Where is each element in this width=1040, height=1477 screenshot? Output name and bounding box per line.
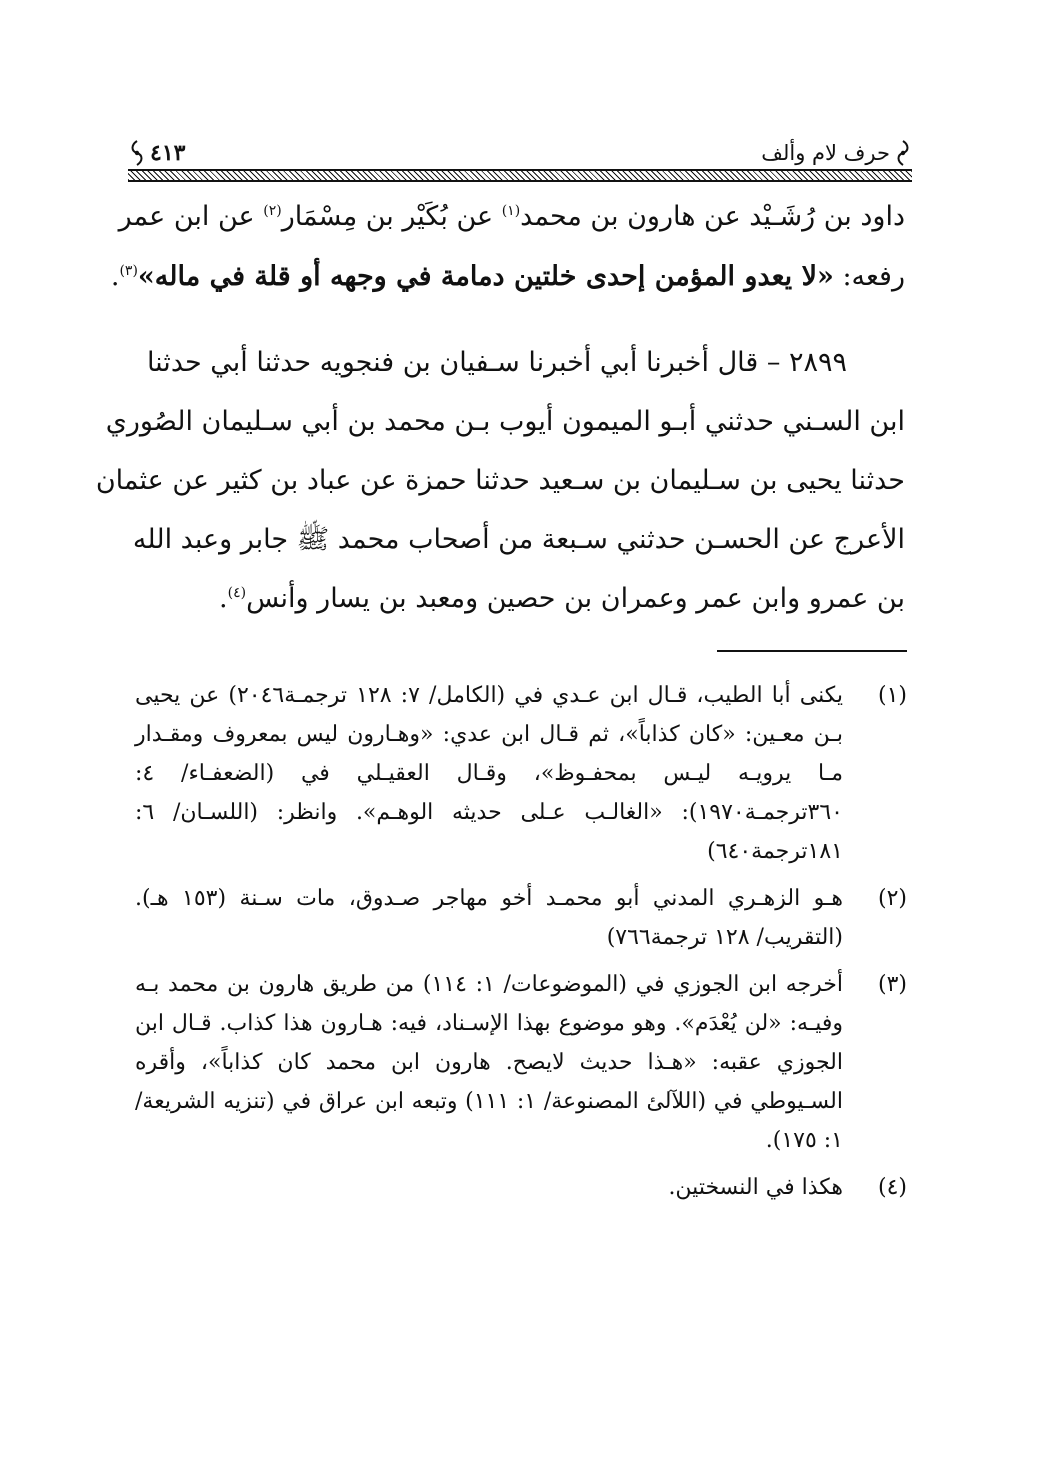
footnote-number: (٤) xyxy=(877,1175,907,1200)
page-number: ٤١٣ xyxy=(150,140,186,166)
footnote xyxy=(135,676,907,871)
footnote xyxy=(135,965,907,1160)
running-head: حرف لام وألف xyxy=(761,141,890,165)
footnote xyxy=(135,879,907,957)
text-line: حدثنا يحيى بن سـليمان بن سـعيد حدثنا حمزة عن عباد بن كثير عن عثمان xyxy=(95,465,905,496)
text-line: ٢٨٩٩ – قال أخبرنا أبي أخبرنا سـفيان بن فنجويه حدثنا أبي حدثنا xyxy=(146,347,847,378)
footnote-number: (٢) xyxy=(877,886,907,911)
footnote-number: (١) xyxy=(877,683,907,708)
page-header xyxy=(128,138,912,180)
footnote-separator xyxy=(717,650,907,652)
main-text xyxy=(95,196,905,620)
text-line: داود بن رُشَـيْد عن هارون بن محمد$^{(١)}$ عن بُكَيْر بن مِسْمَار$^{(٢)}$ عن ابن عمر xyxy=(118,201,905,232)
footnote-number: (٣) xyxy=(877,972,907,997)
text-line: رفعه: «لا يعدو المؤمن إحدى خلتين دمامة في وجهه أو قلة في ماله»$^{(٣)}$. xyxy=(110,261,905,292)
header-rule xyxy=(128,169,912,182)
footnote-text: هكذا في النسختين. xyxy=(668,1175,843,1200)
footnote-ref[interactable]: (١) xyxy=(501,203,521,219)
text-line: ابن السـني حدثني أبـو الميمون أيوب بـن محمد بن أبي سـليمان الصُوري xyxy=(105,406,905,437)
text-line: بن عمرو وابن عمر وعمران بن حصين ومعبد بن يسار وأنس$^{(٤)}$. xyxy=(219,583,905,614)
footnote xyxy=(135,1168,907,1207)
footnote-ref[interactable]: (٢) xyxy=(263,203,282,219)
footnotes xyxy=(135,676,907,1207)
footnote-ref[interactable]: (٣) xyxy=(119,263,138,279)
ornament-icon xyxy=(128,140,146,166)
footnote-text: هـو الزهـري المدني أبو محمـد أخو مهاجر صـدوق، مات سـنة (١٥٣ هـ). (التقريب/ ١٢٨ ترجمة٧٦٦) xyxy=(135,886,843,950)
footnote-text: أخرجه ابن الجوزي في (الموضوعات/ ١: ١١٤) من طريق هارون بن محمد بـه وفيـه: «لن يُعْدَم». وهو موضوع بهذا الإسـناد، فيه: هـارون هذا كذاب. قـال ابن الجوزي عقبه: «هـذا حديث لايصح. هارون ابن محمد كان كذاباً»، وأقره السـيوطي في (اللآلئ المصنوعة/ ١: ١١١) وتبعه ابن عراق في (تنزيه الشريعة/ ١: ١٧٥). xyxy=(135,972,843,1153)
ornament-icon xyxy=(894,140,912,166)
footnote-text: يكنى أبا الطيب، قـال ابن عـدي في (الكامل/ ٧: ١٢٨ ترجمـة٢٠٤٦) عن يحيى بـن معـين: «كان كذاباً»، ثم قـال ابن عدي: «وهـارون ليس بمعروف ومقـدار مـا يرويـه ليـس بمحفـوظ»، وقـال العقيـلي في (الضعفـاء/ ٤: ٣٦٠ترجمـة١٩٧٠): «الغالـب عـلى حديثه الوهـم». وانظر: (اللسـان/ ٦: ١٨١ترجمة٦٤٠) xyxy=(135,683,843,864)
text-line: الأعرج عن الحسـن حدثني سـبعة من أصحاب محمد ﷺ جابر وعبد الله xyxy=(132,524,905,555)
footnote-ref[interactable]: (٤) xyxy=(227,585,247,601)
hadith-quote: «لا يعدو المؤمن إحدى خلتين دمامة في وجهه أو قلة في ماله» xyxy=(137,261,834,292)
